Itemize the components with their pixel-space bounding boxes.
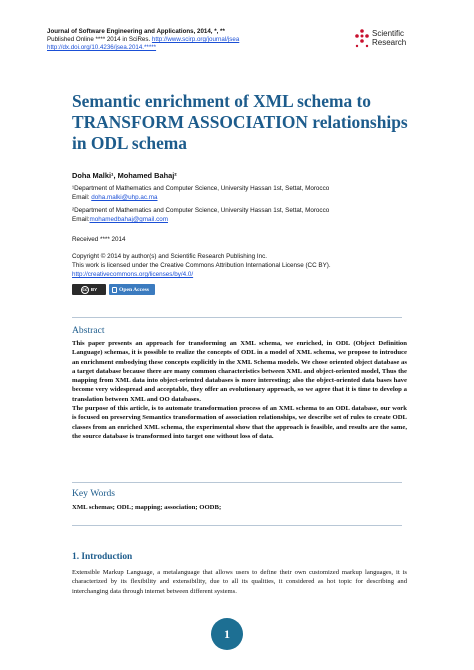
open-lock-icon (112, 287, 117, 293)
divider (72, 482, 402, 483)
abstract-body (72, 339, 407, 441)
introduction-body: Extensible Markup Language, a metalanguage that allows users to define their own customized markup languages, it is characterized by its flexibility and extensibility, due to all its qualities, it considered as hot topic for describing and interchanging data through internet between different systems. (72, 569, 407, 595)
doi-link[interactable]: http://dx.doi.org/10.4236/jsea.2014.***** (47, 44, 157, 52)
journal-name: Journal of Software Engineering and Applications, 2014, *, ** (47, 28, 225, 35)
cc-icon: cc (82, 286, 88, 292)
license-url-link[interactable]: http://creativecommons.org/licenses/by/4.0/ (72, 271, 194, 278)
affiliation-1-dept: ¹Department of Mathematics and Computer Science, University Hassan 1st, Settat, Morocco (72, 185, 330, 192)
keywords-heading: Key Words (72, 488, 116, 499)
email-label: Email: (72, 216, 90, 223)
copyright-line: Copyright © 2014 by author(s) and Scientific Research Publishing Inc. (72, 253, 268, 260)
copyright-block (72, 252, 331, 279)
email-label: Email: (72, 194, 92, 201)
license-line: This work is licensed under the Creative Commons Attribution International License (CC BY). (72, 262, 331, 269)
abstract-paragraph-2: The purpose of this article, is to automate transformation process of an XML schema to an ODL database, our work is focused on preserving Semantics transformation of association relationships, we describe set of rules to create ODL classes from an enriched XML schema, the experimental show that the approach is feasible, and results are the same, the source database is transformed into target one without loss of data. (72, 405, 407, 440)
authors: Doha Malki¹, Mohamed Bahaj² (72, 171, 177, 180)
abstract-heading: Abstract (72, 325, 105, 336)
divider (72, 525, 402, 526)
affiliation-2-email-line (72, 215, 329, 224)
license-badges (72, 284, 155, 295)
published-prefix: Published Online **** 2014 in SciRes. (47, 36, 152, 44)
published-line (47, 36, 239, 44)
paper-title: Semantic enrichment of XML schema to TRANSFORM ASSOCIATION relationships in ODL schema (72, 91, 408, 153)
journal-header (47, 28, 239, 53)
affiliation-2-dept: ²Department of Mathematics and Computer Science, University Hassan 1st, Settat, Morocco (72, 207, 330, 214)
affiliation-1-email-line (72, 193, 329, 202)
email-link-1[interactable]: doha.malki@uhp.ac.ma (91, 194, 158, 201)
abstract-paragraph-1: This paper presents an approach for transforming an XML schema, we enriched, in ODL (Object Definition Language) schemas, it is possible to realize the concepts of ODL in a model of XML schema, we propose to introduce an enrichment embodying these concepts explicitly in the XML Schema models. We chose oriented object database as a target database because there are many common characteristics between XML and object-oriented model, Thus the mapping from XML data into object-oriented databases is more interesting; also the object-oriented data bases have become very widespread and acceptable, they offer an evolutionary approach, so we agree that it is time to develop a translation between XML and OO databases. (72, 340, 407, 403)
affiliation-2 (72, 206, 329, 224)
open-access-badge[interactable] (109, 284, 155, 295)
keywords-text: XML schemas; ODL; mapping; association; OODB; (72, 504, 222, 511)
logo-text (372, 29, 406, 47)
received-date: Received **** 2014 (72, 236, 126, 243)
cc-by-badge[interactable] (72, 284, 106, 295)
journal-url-link[interactable]: http://www.scirp.org/journal/jsea (151, 36, 240, 44)
logo-line-2: Research (372, 38, 407, 47)
open-access-label: Open Access (119, 286, 149, 293)
page-number: 1 (211, 618, 243, 650)
introduction-heading: 1. Introduction (72, 552, 133, 562)
by-label: BY (90, 287, 98, 292)
divider (72, 317, 402, 318)
logo-line-1: Scientific (372, 29, 405, 38)
affiliation-1 (72, 184, 329, 202)
email-link-2[interactable]: mohamedbahaj@gmail.com (89, 216, 168, 223)
